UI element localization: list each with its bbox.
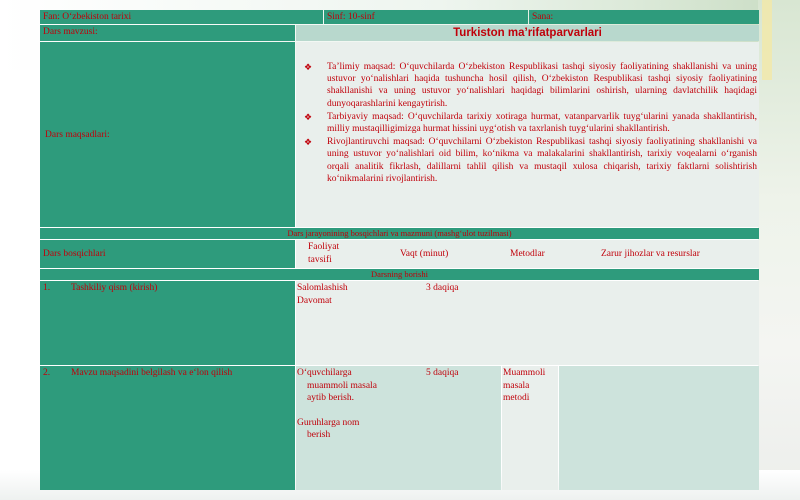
- goal-text: Tarbiyaviy maqsad: O‘quvchilarda tarixiy xotiraga hurmat, vatanparvarlik tuyg‘ularini yanada shakllantirish, milliy mustaqilligimizga hurmat hissini uyg‘otish va taxrlanish tuyg‘ularini shakllantirish.: [327, 111, 757, 135]
- lesson-progress-label: Darsning borishi: [371, 269, 428, 279]
- goal-item-development: [302, 136, 757, 185]
- goal-text: Ta’limiy maqsad: O‘quvchilarda O‘zbekiston Respublikasi tashqi siyosiy faoliyatining shakllanishi va uning ustuvor yo‘nalishlari haqida tushuncha hosil qilish, O‘zbekiston Respublikasi tashqi siyosiy faoliyatining shakllanishi va uning ustuvor yo‘nalishlari haqidagi bilimlarini oshirish, ularning davlatchilik haqidagi dunyoqarashlarini kengaytirish.: [327, 62, 757, 109]
- row1-activity-line: Davomat: [297, 295, 332, 306]
- goal-item-upbringing: [302, 111, 757, 135]
- row2-resources-cell: [559, 366, 759, 490]
- topic-title: Turkiston ma’rifatparvarlari: [453, 27, 602, 39]
- col-resources-header: [601, 248, 700, 261]
- col-time-label: Vaqt (minut): [400, 249, 449, 259]
- row2-activity-line: aytib berish.: [307, 393, 354, 403]
- row2-stage-cell: [40, 366, 295, 490]
- goals-label-cell: [40, 42, 295, 227]
- row2-activity: [297, 367, 407, 442]
- row2-method-line: metodi: [503, 393, 530, 403]
- header-date-text: Sana:: [532, 12, 554, 22]
- row1-activity: [297, 282, 407, 307]
- section-title: Dars jarayonining bosqichlari va mazmuni (mashg‘ulot tuzilmasi): [287, 228, 512, 238]
- row2-method-line: Muammoli: [503, 368, 546, 378]
- topic-title-cell: [296, 25, 759, 41]
- background-accent: [762, 0, 772, 80]
- col-stages-header: [40, 240, 295, 268]
- row1-stage-cell: [40, 281, 295, 365]
- row2-methods: [503, 367, 558, 405]
- header-subject: [40, 10, 323, 24]
- header-grade-text: Sinf: 10-sinf: [327, 12, 375, 22]
- goal-item-education: [302, 61, 757, 110]
- header-date: [529, 10, 759, 24]
- row1-time-text: 3 daqiqa: [426, 283, 459, 293]
- col-activity-header: [308, 241, 353, 266]
- lesson-plan-table: [40, 10, 759, 490]
- goal-text: Rivojlantiruvchi maqsad: O‘quvchilarni O‘zbekiston Respublikasi tashqi siyosiy faoliyatining shakllanishi va uning ustuvor yo‘nalishlari oid bilim, ko‘nikma va malakalarini shakllantirish, tarixiy voqealarni o‘rganish orqali analitik fikrlash, dalillarni tahlil qilish va mustaqil xulosa chiqarish, tarixiy faktlarni solishtirish ko‘nikmalarini rivojlantirish.: [327, 137, 757, 184]
- row2-activity-spacer: [297, 405, 407, 417]
- row2-activity-line: O‘quvchilarga: [297, 368, 352, 378]
- row2-activity-line: berish: [307, 430, 331, 440]
- row2-stage: Mavzu maqsadini belgilash va e‘lon qilish: [71, 368, 233, 378]
- row2-time: [426, 367, 458, 380]
- goals-label: Dars maqsadlari:: [45, 130, 110, 140]
- row1-num: 1.: [43, 283, 51, 293]
- topic-label: Dars mavzusi:: [43, 27, 98, 37]
- row2-activity-line: muammoli masala: [307, 380, 377, 391]
- row1-time: [426, 282, 458, 295]
- header-subject-text: Fan: O‘zbekiston tarixi: [43, 12, 132, 22]
- row2-time-text: 5 daqiqa: [426, 368, 459, 378]
- section-title-cell: [40, 228, 759, 239]
- row2-activity-line: Guruhlarga nom: [297, 417, 360, 428]
- col-methods-label: Metodlar: [510, 249, 545, 259]
- header-grade: [324, 10, 528, 24]
- topic-label-cell: [40, 25, 295, 41]
- row1-activity-line: Salomlashish: [297, 283, 348, 293]
- row2-method-line: masala: [503, 380, 530, 391]
- diamond-bullet-icon: ❖: [304, 137, 313, 148]
- col-stages-label: Dars bosqichlari: [43, 249, 106, 259]
- diamond-bullet-icon: ❖: [304, 111, 313, 122]
- col-resources-label: Zarur jihozlar va resurslar: [601, 249, 700, 259]
- diamond-bullet-icon: ❖: [304, 62, 313, 72]
- row1-stage: Tashkiliy qism (kirish): [71, 283, 158, 293]
- col-methods-header: [510, 248, 545, 261]
- col-time-header: [400, 248, 448, 261]
- lesson-progress-cell: [40, 269, 759, 280]
- col-activity-label: Faoliyat tavsifi: [308, 242, 340, 265]
- goals-list: [302, 61, 757, 186]
- row2-num: 2.: [43, 368, 51, 378]
